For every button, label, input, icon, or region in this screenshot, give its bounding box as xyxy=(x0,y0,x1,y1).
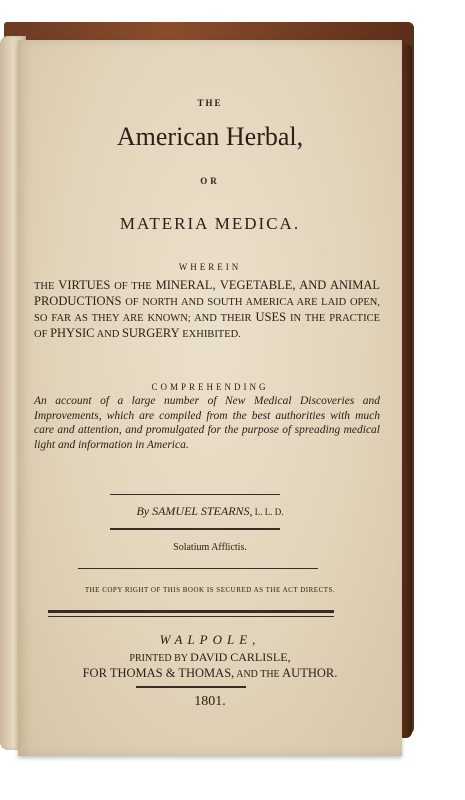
publication-year: 1801. xyxy=(194,694,226,709)
divider-rule xyxy=(110,528,280,530)
author-line xyxy=(18,504,402,519)
publisher-name: THOMAS & THOMAS, xyxy=(109,666,235,680)
virtues-mid-1: OF THE xyxy=(110,281,156,292)
divider-rule xyxy=(78,568,318,569)
author-degree: L. L. D. xyxy=(252,507,284,517)
double-rule-thin xyxy=(48,616,334,617)
surgery-word: SURGERY xyxy=(121,326,180,340)
printer-name: DAVID CARLISLE, xyxy=(190,650,291,664)
title-page xyxy=(18,40,402,756)
virtues-word: VIRTUES xyxy=(58,278,111,292)
comprehending-heading: COMPREHENDING xyxy=(151,382,269,392)
virtues-paragraph xyxy=(34,278,380,342)
for-label: FOR xyxy=(82,666,110,680)
and-the-label: AND THE xyxy=(234,669,283,680)
double-rule-thick xyxy=(48,610,334,613)
motto: Solatium Afflictis. xyxy=(173,542,247,553)
book-title: American Herbal, xyxy=(116,122,304,151)
physic-word: PHYSIC xyxy=(50,326,95,340)
virtues-lead: THE xyxy=(34,281,59,292)
printed-by-label: PRINTED BY xyxy=(129,653,191,664)
wherein-heading: WHEREIN xyxy=(178,262,242,272)
title-article: THE xyxy=(197,98,223,108)
copyright-notice: THE COPY RIGHT OF THIS BOOK IS SECURED AS THE ACT DIRECTS. xyxy=(84,586,336,594)
author-name: By SAMUEL STEARNS, xyxy=(136,504,253,518)
printer-line xyxy=(18,650,402,665)
publisher-line xyxy=(18,666,402,681)
divider-rule xyxy=(136,686,246,688)
virtues-mid-3: IN THE PRACTICE OF xyxy=(34,313,381,340)
title-or: OR xyxy=(200,176,220,186)
imprint-place: WALPOLE, xyxy=(159,632,261,647)
virtues-mid-2: OF NORTH AND SOUTH AMERICA ARE LAID OPEN, SO FAR AS THEY ARE KNOWN; AND THEIR xyxy=(34,297,380,324)
account-paragraph: An account of a large number of New Medical Discoveries and Improvements, which are compiled from the best authorities with much care and attention, and promulgated for the purpose of spreading medical light and information in America. xyxy=(34,395,380,451)
the-author-label: AUTHOR. xyxy=(282,666,338,680)
divider-rule xyxy=(110,494,280,495)
book-subtitle: MATERIA MEDICA. xyxy=(119,214,301,233)
productions-phrase: MINERAL, VEGETABLE, AND ANIMAL PRODUCTIONS xyxy=(34,278,380,308)
virtues-end: EXHIBITED. xyxy=(179,329,241,340)
uses-word: USES xyxy=(255,310,287,324)
virtues-mid-4: AND xyxy=(94,329,122,340)
